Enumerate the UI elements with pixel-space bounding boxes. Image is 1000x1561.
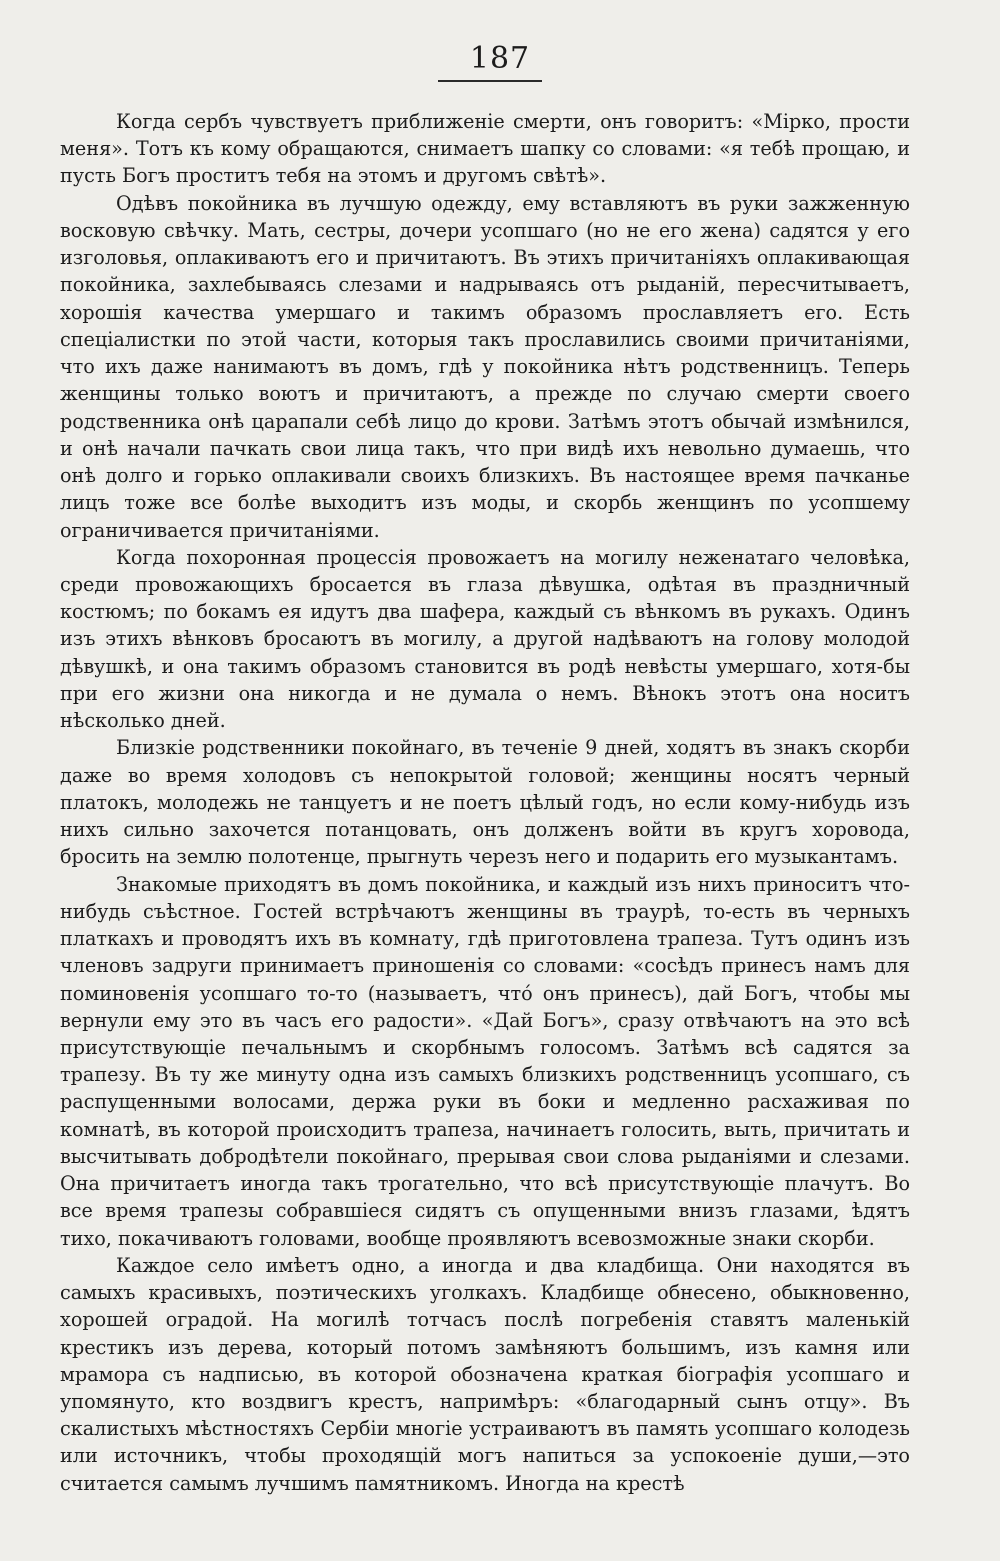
paragraph-cemetery: Каждое село имѣетъ одно, а иногда и два кладбища. Они находятся въ самыхъ красивыхъ, поэтическихъ уголкахъ. Кладбище обнесено, обыкновенно, хорошей оградой. На могилѣ тотчасъ послѣ погребенія ставятъ маленькій крестикъ изъ дерева, который потомъ замѣняютъ большимъ, изъ камня или мрамора съ надписью, въ которой обозначена краткая біографія усопшаго и упомянуто, кто воздвигъ крестъ, напримѣръ: «благодарный сынъ отцу». Въ скалистыхъ мѣстностяхъ Сербіи многіе устраиваютъ въ память усопшаго колодезь или источникъ, чтобы проходящій могъ напиться за успокоеніе души,—это считается самымъ лучшимъ памятникомъ. Иногда на крестѣ (60, 1253, 910, 1495)
paragraph-dying: Когда сербъ чувствуетъ приближеніе смерти, онъ говоритъ: «Мірко, прости меня». Тотъ къ кому обращаются, снимаетъ шапку со словами: «я тебѣ прощаю, и пусть Богъ проститъ тебя на этомъ и другомъ свѣтѣ». (60, 110, 910, 188)
paragraph-memorial-meal: Знакомые приходятъ въ домъ покойника, и каждый изъ нихъ приноситъ что-нибудь съѣстное. Гостей встрѣчаютъ женщины въ траурѣ, то-есть въ черныхъ платкахъ и проводятъ ихъ въ комнату, гдѣ приготовлена трапеза. Тутъ одинъ изъ членовъ задруги принимаетъ приношенія со словами: «сосѣдъ принесъ намъ для поминовенія усопшаго то-то (называетъ, что́ онъ принесъ), дай Богъ, чтобы мы вернули ему это въ часъ его радости». «Дай Богъ», сразу отвѣчаютъ на это всѣ присутствующіе печальнымъ и скорбнымъ голосомъ. Затѣмъ всѣ садятся за трапезу. Въ ту же минуту одна изъ самыхъ близкихъ родственницъ усопшаго, съ распущенными волосами, держа руки въ боки и медленно расхаживая по комнатѣ, въ которой происходитъ трапеза, начинаетъ голосить, выть, причитать и высчитывать добродѣтели покойнаго, прерывая свои слова рыданіями и слезами. Она причитаетъ иногда такъ трогательно, что всѣ присутствующіе плачутъ. Во все время трапезы собравшіеся сидятъ съ опущенными внизъ глазами, ѣдятъ тихо, покачиваютъ головами, вообще проявляютъ всевозможные знаки скорби. (60, 872, 910, 1250)
paragraph-mourning: Близкіе родственники покойнаго, въ теченіе 9 дней, ходятъ въ знакъ скорби даже во время холодовъ съ непокрытой головой; женщины носятъ черный платокъ, молодежь не танцуетъ и не поетъ цѣлый годъ, но если кому-нибудь изъ нихъ сильно захочется потанцовать, онъ долженъ войти въ кругъ хоровода, бросить на землю полотенце, прыгнуть черезъ него и подарить его музыкантамъ. (60, 736, 910, 869)
page-number: 187 (469, 41, 531, 76)
paragraph-unmarried-funeral: Когда похоронная процессія провожаетъ на могилу неженатаго человѣка, среди провожающихъ бросается въ глаза дѣвушка, одѣтая въ праздничный костюмъ; по бокамъ ея идутъ два шафера, каждый съ вѣнкомъ въ рукахъ. Одинъ изъ этихъ вѣнковъ бросаютъ въ могилу, а другой надѣваютъ на голову молодой дѣвушкѣ, и она такимъ образомъ становится въ родѣ невѣсты умершаго, хотя-бы при его жизни она никогда и не думала о немъ. Вѣнокъ этотъ она носитъ нѣсколько дней. (60, 545, 910, 733)
body-text (60, 108, 910, 1497)
paragraph-lamentation: Одѣвъ покойника въ лучшую одежду, ему вставляютъ въ руки зажженную восковую свѣчку. Мать, сестры, дочери усопшаго (но не его жена) садятся у его изголовья, оплакиваютъ его и причитаютъ. Въ этихъ причитаніяхъ оплакивающая покойника, захлебываясь слезами и надрываясь отъ рыданій, пересчитываетъ, хорошія качества умершаго и такимъ образомъ прославляетъ его. Есть спеціалистки по этой части, которыя такъ прославились своими причитаніями, что ихъ даже нанимаютъ въ домъ, гдѣ у покойника нѣтъ родственницъ. Теперь женщины только воютъ и причитаютъ, а прежде по случаю смерти своего родственника онѣ царапали себѣ лицо до крови. Затѣмъ этотъ обычай измѣнился, и онѣ начали пачкать свои лица такъ, что при видѣ ихъ невольно думаешь, что онѣ долго и горько оплакивали своихъ близкихъ. Въ настоящее время пачканье лицъ тоже все болѣе выходитъ изъ моды, и скорбь женщинъ по усопшему ограничивается причитаніями. (60, 191, 910, 542)
page-number-underline (438, 80, 542, 82)
